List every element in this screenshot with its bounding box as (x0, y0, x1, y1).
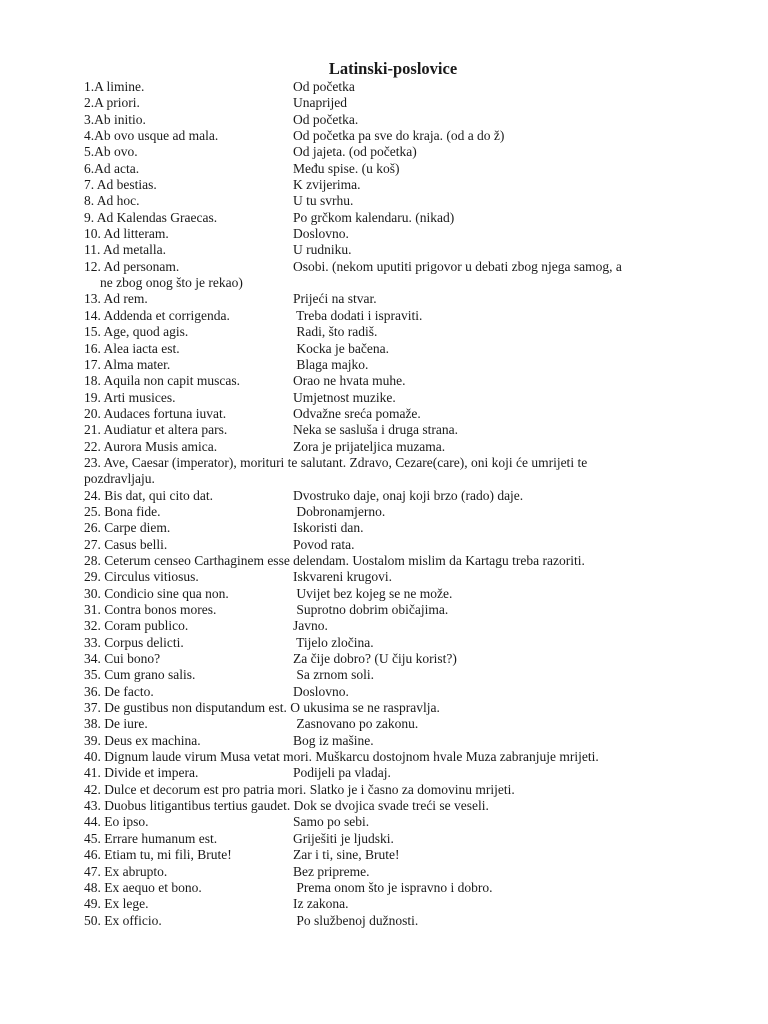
proverb-row (84, 210, 684, 226)
translation: O ukusima se ne raspravlja. (290, 700, 440, 716)
latin-phrase: 4.Ab ovo usque ad mala. (84, 128, 219, 144)
translation: Zasnovano po zakonu. (293, 716, 419, 732)
latin-phrase: 36. De facto. (84, 683, 154, 699)
proverb-row (84, 700, 684, 716)
latin-phrase: 2.A priori. (84, 95, 140, 111)
proverb-row (84, 373, 684, 389)
proverb-row (84, 864, 684, 880)
proverb-row (84, 716, 684, 732)
proverb-row (84, 177, 684, 193)
translation: Prema onom što je ispravno i dobro. (293, 879, 493, 895)
proverb-row (84, 553, 684, 569)
translation: Bog iz mašine. (293, 732, 374, 748)
proverb-row (84, 602, 684, 618)
latin-phrase: 49. Ex lege. (84, 896, 149, 912)
proverb-row (84, 161, 684, 177)
latin-phrase: 15. Age, quod agis. (84, 324, 189, 340)
latin-phrase: 35. Cum grano salis. (84, 667, 196, 683)
latin-phrase: 47. Ex abrupto. (84, 863, 168, 879)
translation: Iskoristi dan. (293, 520, 364, 536)
translation: Zdravo, Cezare(care), oni koji će umrijeti te (349, 454, 588, 470)
latin-phrase: 1.A limine. (84, 79, 145, 94)
proverb-row (84, 390, 684, 406)
latin-phrase: 18. Aquila non capit muscas. (84, 373, 240, 389)
proverb-row (84, 95, 684, 111)
proverb-row (84, 765, 684, 781)
proverb-row (84, 128, 684, 144)
translation: Kocka je bačena. (293, 340, 389, 356)
proverb-row (84, 749, 684, 765)
latin-phrase: 20. Audaces fortuna iuvat. (84, 405, 227, 421)
latin-phrase: 42. Dulce et decorum est pro patria mori. (84, 781, 307, 797)
translation: Uvijet bez kojeg se ne može. (293, 585, 453, 601)
translation: Sa zrnom soli. (293, 667, 374, 683)
translation: Osobi. (nekom uputiti prigovor u debati zbog njega samog, a (293, 258, 622, 274)
latin-phrase: 44. Eo ipso. (84, 814, 149, 830)
translation: Uostalom mislim da Kartagu treba razoriti. (352, 552, 585, 568)
latin-phrase: 7. Ad bestias. (84, 177, 157, 193)
latin-phrase: 6.Ad acta. (84, 160, 140, 176)
latin-phrase: 40. Dignum laude virum Musa vetat mori. (84, 749, 312, 765)
latin-phrase: 50. Ex officio. (84, 912, 162, 928)
latin-phrase: 33. Corpus delicti. (84, 634, 184, 650)
latin-phrase: 46. Etiam tu, mi fili, Brute! (84, 847, 232, 863)
translation: Po službenoj dužnosti. (293, 912, 419, 928)
latin-phrase: 17. Alma mater. (84, 356, 171, 372)
proverb-row (84, 79, 684, 95)
translation: Dok se dvojica svade treći se veseli. (293, 798, 489, 814)
latin-phrase: 30. Condicio sine qua non. (84, 585, 229, 601)
translation: Umjetnost muzike. (293, 389, 396, 405)
proverb-row (84, 357, 684, 373)
proverb-row (84, 341, 684, 357)
proverb-row (84, 455, 684, 471)
proverb-row (84, 242, 684, 258)
latin-phrase: 24. Bis dat, qui cito dat. (84, 487, 213, 503)
translation: Muškarcu dostojnom hvale Muza zabranjuje mrijeti. (315, 749, 599, 765)
proverb-row (84, 439, 684, 455)
proverb-row (84, 308, 684, 324)
latin-phrase: 5.Ab ovo. (84, 144, 138, 160)
proverb-list (84, 79, 684, 929)
proverb-row (84, 144, 684, 160)
translation: Od jajeta. (od početka) (293, 144, 417, 160)
translation: Radi, što radiš. (293, 324, 378, 340)
proverb-row (84, 537, 684, 553)
proverb-row (84, 733, 684, 749)
latin-phrase: 45. Errare humanum est. (84, 830, 218, 846)
latin-phrase: 9. Ad Kalendas Graecas. (84, 209, 218, 225)
proverb-row (84, 798, 684, 814)
translation: Griješiti je ljudski. (293, 830, 394, 846)
translation: Doslovno. (293, 226, 349, 242)
translation: Suprotno dobrim običajima. (293, 602, 449, 617)
translation: Od početka pa sve do kraja. (od a do ž) (293, 128, 505, 144)
proverb-row (84, 193, 684, 209)
proverb-row (84, 913, 684, 929)
latin-phrase: 13. Ad rem. (84, 291, 148, 307)
translation: Unaprijed (293, 95, 347, 111)
latin-phrase: 37. De gustibus non disputandum est. (84, 700, 287, 716)
proverb-row (84, 782, 684, 798)
translation: Javno. (293, 618, 328, 634)
translation: Zora je prijateljica muzama. (293, 438, 446, 454)
latin-phrase: 16. Alea iacta est. (84, 340, 180, 356)
latin-phrase: 25. Bona fide. (84, 503, 161, 519)
latin-phrase: 19. Arti musices. (84, 389, 176, 405)
latin-phrase: 29. Circulus vitiosus. (84, 569, 199, 585)
latin-phrase: 3.Ab initio. (84, 111, 146, 127)
proverb-row (84, 406, 684, 422)
proverb-row (84, 504, 684, 520)
latin-phrase: 32. Coram publico. (84, 618, 189, 634)
translation: Podijeli pa vladaj. (293, 765, 391, 781)
proverb-row (84, 831, 684, 847)
latin-phrase: 28. Ceterum censeo Carthaginem esse delendam. (84, 552, 350, 568)
latin-phrase: 8. Ad hoc. (84, 193, 140, 209)
translation: Prijeći na stvar. (293, 291, 377, 307)
latin-phrase: 43. Duobus litigantibus tertius gaudet. (84, 798, 291, 814)
latin-phrase: 10. Ad litteram. (84, 226, 169, 242)
proverb-row (84, 259, 684, 275)
translation: Orao ne hvata muhe. (293, 373, 406, 389)
proverb-row (84, 422, 684, 438)
translation: Dvostruko daje, onaj koji brzo (rado) daje. (293, 487, 524, 503)
translation: Zar i ti, sine, Brute! (293, 847, 400, 863)
latin-phrase: 38. De iure. (84, 716, 148, 732)
translation: Bez pripreme. (293, 863, 370, 879)
translation: Iz zakona. (293, 896, 349, 912)
translation-continuation: ne zbog onog što je rekao) (100, 275, 243, 291)
latin-phrase: 21. Audiatur et altera pars. (84, 422, 228, 438)
translation: U tu svrhu. (293, 193, 354, 209)
translation: U rudniku. (293, 242, 352, 258)
translation: Od početka. (293, 111, 359, 127)
latin-phrase: 14. Addenda et corrigenda. (84, 307, 230, 323)
translation: Povod rata. (293, 536, 355, 552)
translation: Treba dodati i ispraviti. (293, 307, 423, 323)
proverb-row (84, 618, 684, 634)
latin-phrase: 48. Ex aequo et bono. (84, 879, 202, 895)
page-title: Latinski-poslovice (328, 59, 458, 78)
latin-phrase: 39. Deus ex machina. (84, 732, 201, 748)
translation: Dobronamjerno. (293, 503, 386, 519)
translation: Neka se sasluša i druga strana. (293, 422, 458, 438)
translation: Od početka (293, 79, 355, 94)
translation: Blaga majko. (293, 356, 369, 372)
translation: Tijelo zločina. (293, 634, 374, 650)
translation: Odvažne sreća pomaže. (293, 405, 421, 421)
translation: K zvijerima. (293, 177, 361, 193)
proverb-row (84, 880, 684, 896)
latin-phrase: 27. Casus belli. (84, 536, 168, 552)
proverb-row (84, 291, 684, 307)
proverb-row (84, 226, 684, 242)
latin-phrase: 22. Aurora Musis amica. (84, 438, 218, 454)
translation: Doslovno. (293, 683, 349, 699)
proverb-row (84, 112, 684, 128)
latin-phrase: 23. Ave, Caesar (imperator), morituri te salutant. (84, 454, 347, 470)
latin-phrase: 26. Carpe diem. (84, 520, 171, 536)
proverb-row (84, 684, 684, 700)
proverb-row (84, 586, 684, 602)
proverb-row (84, 667, 684, 683)
latin-phrase: 12. Ad personam. (84, 258, 180, 274)
translation: Među spise. (u koš) (293, 160, 400, 176)
proverb-row (84, 324, 684, 340)
latin-phrase: 34. Cui bono? (84, 651, 161, 667)
proverb-row (84, 814, 684, 830)
proverb-row (84, 488, 684, 504)
proverb-row (84, 635, 684, 651)
latin-phrase: 41. Divide et impera. (84, 765, 199, 781)
proverb-row (84, 847, 684, 863)
translation-continuation: pozdravljaju. (84, 471, 155, 487)
translation: Samo po sebi. (293, 814, 370, 830)
translation: Iskvareni krugovi. (293, 569, 392, 585)
translation: Po grčkom kalendaru. (nikad) (293, 209, 455, 225)
proverb-row (84, 520, 684, 536)
latin-phrase: 11. Ad metalla. (84, 242, 166, 258)
proverb-row (84, 569, 684, 585)
latin-phrase: 31. Contra bonos mores. (84, 602, 217, 617)
proverb-row (84, 896, 684, 912)
proverb-row (84, 651, 684, 667)
translation: Slatko je i časno za domovinu mrijeti. (309, 781, 515, 797)
translation: Za čije dobro? (U čiju korist?) (293, 651, 457, 667)
